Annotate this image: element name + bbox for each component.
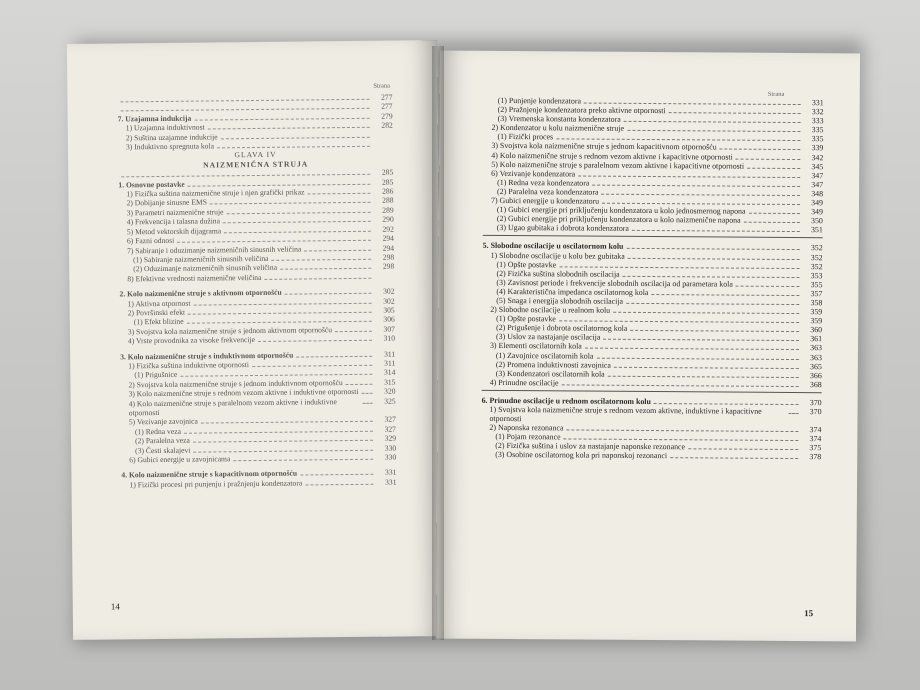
toc-page-number: 292: [382, 224, 394, 234]
toc-page-number: 363: [810, 352, 822, 362]
toc-page-number: 325: [384, 396, 396, 406]
toc-page-number: 331: [384, 467, 397, 478]
toc-entry-title: 1) Fizički procesi pri punjenju i pražnjenju kondenzatora: [129, 478, 303, 490]
toc-page-number: 360: [810, 325, 823, 335]
toc-leader: [613, 308, 799, 314]
toc-leader: [363, 398, 373, 403]
toc-entry-title: (2) Pražnjenje kondenzatora preko aktivne otpornosti: [497, 105, 666, 116]
toc-entry-title: 2) Slobodne oscilacije u realnom kolu: [490, 304, 611, 315]
toc-leader: [747, 163, 800, 168]
toc-leader: [210, 198, 371, 205]
toc-leader: [630, 326, 799, 332]
toc-entry-title: 4. Kolo naizmenične struje s kapacitivnom otpornošću: [121, 469, 298, 480]
toc-page-number: 335: [811, 134, 824, 144]
toc-entry-title: 3) Induktivno spregnuta kola: [125, 141, 214, 152]
toc-leader: [651, 290, 799, 296]
toc-leader: [208, 123, 370, 130]
toc-leader: [736, 281, 800, 286]
toc-page-number: 348: [811, 189, 824, 199]
toc-leader: [193, 298, 371, 305]
toc-page-number: 330: [384, 452, 397, 462]
toc-page-number: 350: [811, 216, 823, 226]
toc-entry-title: (3) Zavisnost periode i frekvencije slobodnih oscilacija od parametara kola: [496, 277, 733, 289]
toc-page-number: 358: [810, 298, 823, 308]
toc-leader: [736, 154, 801, 159]
toc-page-number: 361: [810, 334, 823, 344]
toc-entry-title: (3) Vremenska konstanta kondenzatora: [497, 114, 621, 124]
toc-entry-title: (3) Česti skalajevi: [135, 445, 191, 455]
toc-entry-title: 4) Vrste provodnika za visoke frekvencije: [127, 335, 256, 346]
toc-leader: [744, 218, 800, 223]
toc-leader: [669, 108, 801, 114]
toc-page-number: 289: [382, 205, 394, 215]
toc-page-number: 366: [809, 370, 822, 380]
toc-entry-title: 6) Vezivanje kondenzatora: [491, 168, 576, 179]
toc-leader: [603, 335, 799, 341]
toc-leader: [789, 409, 799, 414]
toc-page-number: 279: [381, 111, 393, 121]
toc-leader: [188, 308, 372, 315]
toc-leader: [201, 417, 373, 424]
toc-page-number: 368: [809, 379, 822, 390]
toc-entry-title: NAIZMENIČNA STRUJA: [203, 159, 309, 170]
toc-page-number: 294: [382, 233, 394, 243]
toc-leader: [296, 351, 372, 357]
toc-page-number: 307: [383, 324, 395, 334]
toc-page-number: 353: [810, 270, 823, 280]
toc-page-number: 349: [811, 198, 824, 208]
toc-leader: [221, 132, 370, 139]
toc-page-number: 330: [384, 443, 397, 453]
toc-leader: [628, 253, 800, 259]
toc-page-number: 359: [810, 307, 823, 317]
toc-page-number: 345: [811, 161, 824, 171]
toc-leader: [300, 470, 373, 476]
toc-leader: [187, 317, 372, 324]
toc-entry-title: (3) Ugao gubitaka i dobrota kondenzatora: [496, 223, 629, 234]
toc-leader: [578, 171, 800, 178]
toc-leader: [305, 480, 373, 486]
toc-page-number: 378: [809, 452, 822, 462]
toc-leader: [224, 226, 371, 233]
toc-leader: [121, 104, 370, 112]
toc-entry-title: 4) Prinudne oscilacije: [489, 377, 559, 388]
toc-entry-title: (1) Gubici energije pri priključenju kondenzatora u kolo jednosmernog napona: [496, 205, 746, 216]
toc-entry: [482, 378, 822, 389]
toc-entry-title: 1) Slobodne oscilacije u kolu bez gubitaka: [490, 250, 625, 261]
toc-page-number: 342: [811, 152, 824, 162]
toc-entry-title: (5) Snaga i energija slobodnih oscilacija: [496, 295, 624, 306]
toc-leader: [252, 361, 372, 367]
toc-leader: [566, 426, 798, 433]
toc-leader: [188, 179, 371, 186]
toc-leader: [194, 114, 369, 121]
toc-leader: [654, 399, 799, 405]
toc-leader: [626, 244, 799, 250]
toc-page-number: 347: [811, 170, 824, 180]
toc-entry-title: 2) Površinski efekt: [127, 307, 186, 318]
toc-entry-title: 6) Gubici energije u zavojnicama: [129, 454, 231, 465]
toc-leader: [335, 327, 372, 332]
toc-page-number: 306: [383, 314, 395, 324]
toc-leader: [748, 209, 799, 214]
toc-page-number: 311: [383, 349, 396, 359]
toc-page-number: 333: [811, 116, 824, 126]
toc-page-number: 298: [382, 261, 395, 271]
toc-leader: [596, 353, 799, 359]
toc-leader: [285, 289, 372, 295]
toc-entry-title: 2) Naponska rezonanca: [489, 423, 564, 433]
toc-page-number: 370: [809, 398, 822, 408]
toc-entry-title: 3) Svojstva kola naizmenične struje s jednom aktivnom otpornošću: [127, 324, 333, 337]
toc-entry-title: (2) Gubici energije pri priključenju kondenzatora u kolo naizmenične napona: [496, 214, 741, 225]
toc-entry-title: 4) Kolo naizmenične struje s paralelnom vezom aktivne i induktivne otpornosti: [128, 396, 337, 418]
toc-page-number: 286: [382, 186, 394, 196]
left-page-toc: [117, 93, 396, 490]
toc-entry-title: (2) Oduzimanje naizmeničnih sinusnih veličina: [133, 263, 278, 274]
toc-leader: [608, 371, 799, 377]
toc-leader: [626, 299, 799, 305]
toc-entry-title: 8) Efektivne vrednosti naizmenične veličina: [127, 272, 262, 284]
toc-leader: [688, 445, 798, 451]
toc-page-number: 314: [383, 367, 396, 378]
toc-divider: [483, 235, 823, 238]
toc-page-number: 288: [382, 196, 394, 206]
toc-entry-title: 5) Kolo naizmenične struje s paralelnom vezom aktivne i kapacitivne otpornosti: [491, 159, 745, 171]
toc-page-number: 282: [381, 120, 393, 130]
toc-page-number: 311: [384, 358, 396, 368]
toc-entry-title: 6) Fazni odnosi: [126, 235, 175, 246]
toc-leader: [223, 217, 371, 224]
right-page: [436, 51, 860, 642]
right-page-column-header: Strana: [767, 90, 785, 98]
toc-leader: [184, 427, 373, 434]
toc-page-number: 351: [810, 225, 823, 235]
toc-leader: [121, 170, 370, 178]
toc-entry-title: (1) Redna veza kondenzatora: [497, 177, 590, 188]
toc-leader: [346, 380, 373, 385]
toc-leader: [258, 336, 372, 342]
toc-page-number: 327: [384, 414, 396, 425]
toc-entry-title: 5) Vezivanje zavojnica: [128, 417, 198, 427]
toc-entry: [121, 396, 396, 418]
toc-entry-title: 1) Uzajamna induktivnost: [125, 122, 205, 133]
toc-entry-title: 1) Fizička suština induktivne otpornosti: [128, 360, 249, 371]
toc-leader: [226, 208, 370, 215]
toc-leader: [584, 99, 801, 106]
toc-page-number: 327: [384, 424, 396, 434]
toc-leader: [120, 95, 369, 103]
toc-page-number: 331: [385, 477, 397, 487]
toc-entry-title: 4) Frekvencija i talasna dužina: [126, 216, 221, 227]
toc-leader: [361, 389, 372, 394]
toc-leader: [217, 142, 370, 149]
toc-leader: [304, 245, 371, 251]
toc-entry-title: (2) Promena induktivnosti zavojnica: [495, 359, 611, 370]
toc-entry-title: (1) Opšte postavke: [496, 314, 556, 324]
toc-leader: [280, 264, 371, 270]
toc-page-number: 277: [381, 92, 393, 102]
toc-leader: [562, 380, 799, 387]
toc-page-number: 357: [810, 289, 823, 299]
toc-page-number: 335: [811, 125, 824, 135]
toc-page-number: 285: [381, 167, 394, 177]
toc-entry-title: 3. Kolo naizmenične struje s induktivnom otpornošću: [120, 350, 294, 361]
toc-page-number: 374: [809, 434, 822, 444]
toc-page-number: 374: [809, 425, 822, 435]
toc-entry-title: 2) Dobijanje sinusne EMS: [126, 197, 207, 208]
toc-entry-title: 3) Elementi oscilatornih kola: [489, 341, 582, 351]
toc-page-number: 365: [809, 361, 822, 371]
toc-entry-title: 2) Kondenzator u kolu naizmenične struje: [491, 123, 625, 134]
toc-entry: [483, 223, 823, 234]
toc-page-number: 370: [809, 407, 822, 417]
toc-leader: [559, 262, 799, 269]
toc-leader: [193, 445, 373, 452]
toc-entry-title: (3) Uslov za nastajanje oscilacija: [496, 332, 601, 343]
toc-entry-title: 4) Kolo naizmenične struje s rednom vezom aktivne i kapacitivne otpornosti: [491, 150, 733, 162]
toc-entry-title: (1) Efekt blizine: [133, 317, 184, 327]
toc-entry-title: (1) Fizički proces: [497, 132, 554, 142]
toc-entry-title: (1) Pojam rezonance: [495, 432, 561, 442]
toc-page-number: 320: [384, 386, 396, 396]
toc-leader: [193, 436, 373, 443]
right-page-toc: [481, 96, 824, 462]
toc-entry-title: 3) Kolo naizmenične struje s rednom vezom aktivne i induktivne otpornosti: [128, 387, 359, 399]
right-page-number: 15: [804, 608, 814, 619]
toc-page-number: 329: [384, 433, 397, 443]
toc-entry-title: 1) Svojstva kola naizmenične struje s rednom vezom aktivne, induktivne i kapacitivne otpornosti: [489, 404, 762, 424]
toc-page-number: 352: [810, 243, 823, 253]
toc-page-number: 339: [811, 143, 824, 153]
toc-entry-title: (2) Prigušenje i dobrota oscilatornog kola: [496, 323, 628, 334]
toc-leader: [624, 117, 801, 123]
toc-page-number: 332: [811, 107, 824, 117]
toc-entry-title: 3) Svojstva kola naizmenične struje s jednom kapacitivnom otpornošću: [491, 141, 717, 152]
toc-entry-title: 1) Fizička suština naizmenične struje i njen grafički prikaz: [126, 187, 305, 199]
toc-leader: [632, 226, 800, 232]
toc-entry-title: 1. Osnovne postavke: [118, 179, 185, 190]
toc-leader: [233, 455, 373, 461]
toc-leader: [556, 135, 800, 142]
toc-page-number: 302: [383, 296, 395, 306]
toc-page-number: 305: [383, 305, 395, 315]
toc-page-number: 331: [811, 98, 824, 108]
left-page: [67, 40, 443, 640]
toc-entry-title: (1) Opšte postavke: [496, 259, 557, 269]
toc-leader: [614, 362, 799, 368]
toc-entry-title: (3) Kondenzatori oscilatornih kola: [495, 368, 605, 379]
toc-entry-title: (1) Punjenje kondenzatora: [497, 95, 582, 106]
toc-leader: [592, 180, 800, 186]
toc-entry-title: 7) Sabiranje i oduzimanje naizmeničnih sinusnih veličina: [127, 244, 302, 255]
toc-entry: [121, 477, 396, 489]
toc-leader: [180, 370, 372, 377]
toc-entry-title: (1) Prigušnice: [134, 370, 178, 380]
toc-entry-title: 5) Metod vektorskih dijagrama: [126, 226, 222, 237]
toc-leader: [601, 190, 800, 196]
toc-page-number: 302: [383, 286, 395, 296]
toc-page-number: 352: [810, 252, 823, 262]
left-page-column-header: Strana: [373, 82, 390, 90]
toc-page-number: 294: [382, 243, 395, 253]
toc-entry-title: (2) Paralelna veza kondenzatora: [497, 186, 599, 197]
left-page-number: 14: [110, 601, 120, 612]
toc-entry-title: 7. Uzajamna indukcija: [117, 113, 192, 124]
toc-entry-title: 2. Kolo naizmenične struje s aktivnom otpornošću: [119, 287, 282, 299]
toc-page-number: 349: [811, 207, 823, 217]
toc-entry-title: 5. Slobodne oscilacije u oscilatornom kolu: [482, 241, 624, 252]
toc-entry-title: (2) Fizička suština slobodnih oscilacija: [496, 268, 620, 279]
toc-page-number: 352: [810, 261, 823, 271]
toc-entry-title: (2) Fizička suština i uslov za nastajanje naponske rezonance: [495, 441, 686, 452]
toc-page-number: 310: [383, 333, 396, 343]
toc-leader: [307, 189, 370, 195]
toc-leader: [602, 199, 800, 205]
toc-leader: [264, 273, 371, 279]
toc-entry-title: (1) Redna veza: [134, 426, 181, 437]
toc-entry-title: 2) Suština uzajamne indukcije: [125, 132, 218, 142]
toc-entry: [481, 450, 821, 461]
toc-page-number: 277: [381, 101, 393, 112]
toc-page-number: 347: [811, 179, 824, 190]
toc-entry-title: 7) Gubici energije u kondenzatoru: [490, 195, 600, 206]
toc-leader: [564, 435, 799, 442]
toc-leader: [272, 255, 372, 261]
toc-page-number: 285: [381, 177, 394, 187]
toc-entry-title: 3) Parametri naizmenične struje: [126, 207, 224, 218]
toc-leader: [585, 344, 799, 350]
toc-entry-title: (3) Osobine oscilatornog kola pri naponskoj rezonanci: [495, 450, 668, 461]
toc-leader: [670, 454, 798, 460]
book-spine: [432, 46, 444, 640]
toc-leader: [627, 126, 800, 132]
toc-divider: [482, 390, 822, 393]
toc-page-number: 355: [810, 279, 823, 289]
toc-entry: [481, 405, 821, 426]
toc-entry-title: (2) Paralelna veza: [135, 435, 190, 446]
toc-page-number: 315: [384, 377, 396, 387]
toc-entry-title: 1) Aktivna otpornost: [127, 298, 191, 308]
toc-entry-title: (1) Sabiranje naizmeničnih sinusnih veličina: [133, 253, 269, 265]
toc-entry-title: GLAVA IV: [234, 150, 277, 160]
toc-leader: [559, 317, 799, 324]
toc-leader: [177, 236, 371, 243]
toc-entry-title: (1) Zavojnice oscilatornih kola: [495, 350, 594, 361]
toc-page-number: 290: [382, 214, 394, 224]
toc-page-number: 375: [809, 443, 822, 453]
toc-leader: [623, 272, 800, 278]
toc-entry-title: 6. Prinudne oscilacije u rednom oscilatornom kolu: [481, 395, 651, 406]
toc-leader: [720, 145, 801, 151]
toc-entry-title: (4) Karakteristična impedanca oscilatornog kola: [496, 286, 649, 297]
toc-page-number: 359: [810, 316, 823, 326]
toc-page-number: 363: [810, 343, 823, 353]
toc-entry-title: 2) Svojstva kola naizmenične struje s jednom induktivnom otpornošću: [128, 377, 343, 390]
toc-page-number: 298: [382, 252, 395, 262]
